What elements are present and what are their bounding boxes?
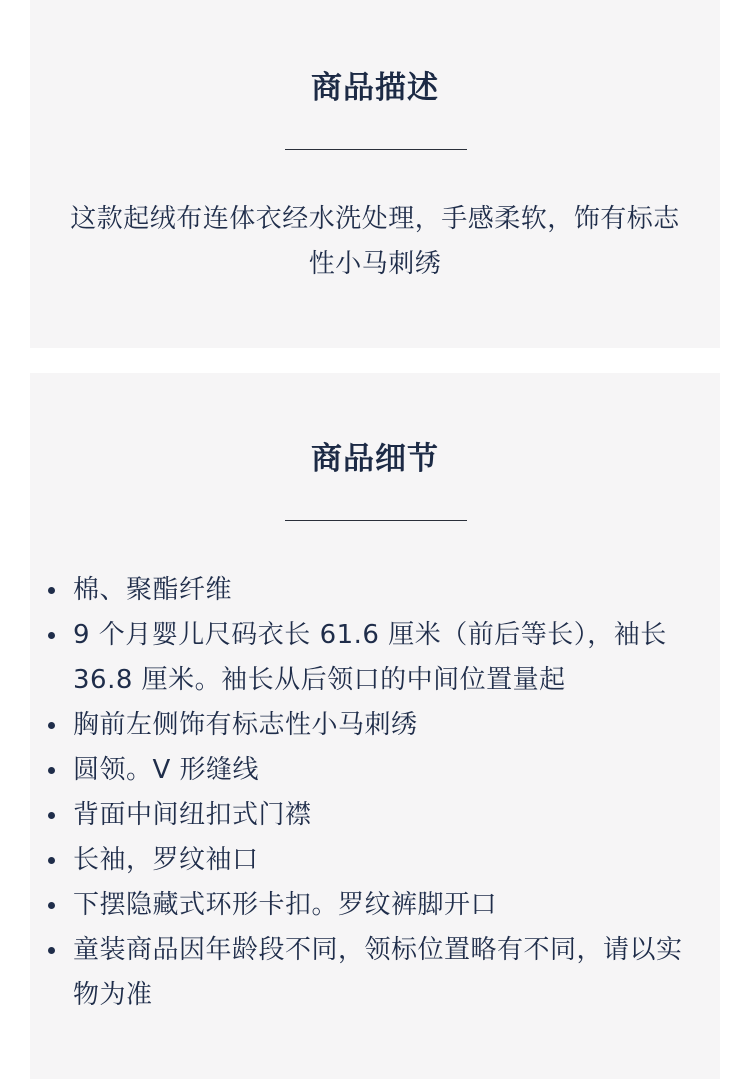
detail-text: 长袖，罗纹袖口 [73,845,259,875]
description-title: 商品描述 [311,70,439,106]
detail-text: 9 个月婴儿尺码衣长 61.6 厘米（前后等长），袖长 36.8 厘米。袖长从后领口的中间位置量起 [73,620,667,695]
details-title: 商品细节 [311,441,439,477]
detail-text: 棉、聚酯纤维 [73,575,233,605]
details-divider [285,520,467,521]
description-divider [285,149,467,150]
list-item [30,928,720,1018]
bullet-dot [48,722,55,729]
bullet-dot [48,767,55,774]
detail-text: 下摆隐藏式环形卡扣。罗纹裤脚开口 [73,890,498,920]
detail-text: 胸前左侧饰有标志性小马刺绣 [73,710,418,740]
product-details-card [30,373,720,1079]
detail-text: 圆领。V 形缝线 [73,755,260,785]
list-item [30,748,720,793]
description-text: 这款起绒布连体衣经水洗处理，手感柔软，饰有标志性小马刺绣 [70,204,680,279]
bullet-dot [48,812,55,819]
bullet-dot [48,632,55,639]
bullet-dot [48,947,55,954]
bullet-dot [48,587,55,594]
bullet-dot [48,902,55,909]
list-item [30,883,720,928]
list-item [30,838,720,883]
detail-text: 背面中间纽扣式门襟 [73,800,312,830]
product-description-card [30,0,720,348]
list-item [30,568,720,613]
list-item [30,613,720,703]
details-list [30,568,720,1018]
detail-text: 童装商品因年龄段不同，领标位置略有不同，请以实物为准 [73,935,683,1010]
list-item [30,703,720,748]
list-item [30,793,720,838]
bullet-dot [48,857,55,864]
